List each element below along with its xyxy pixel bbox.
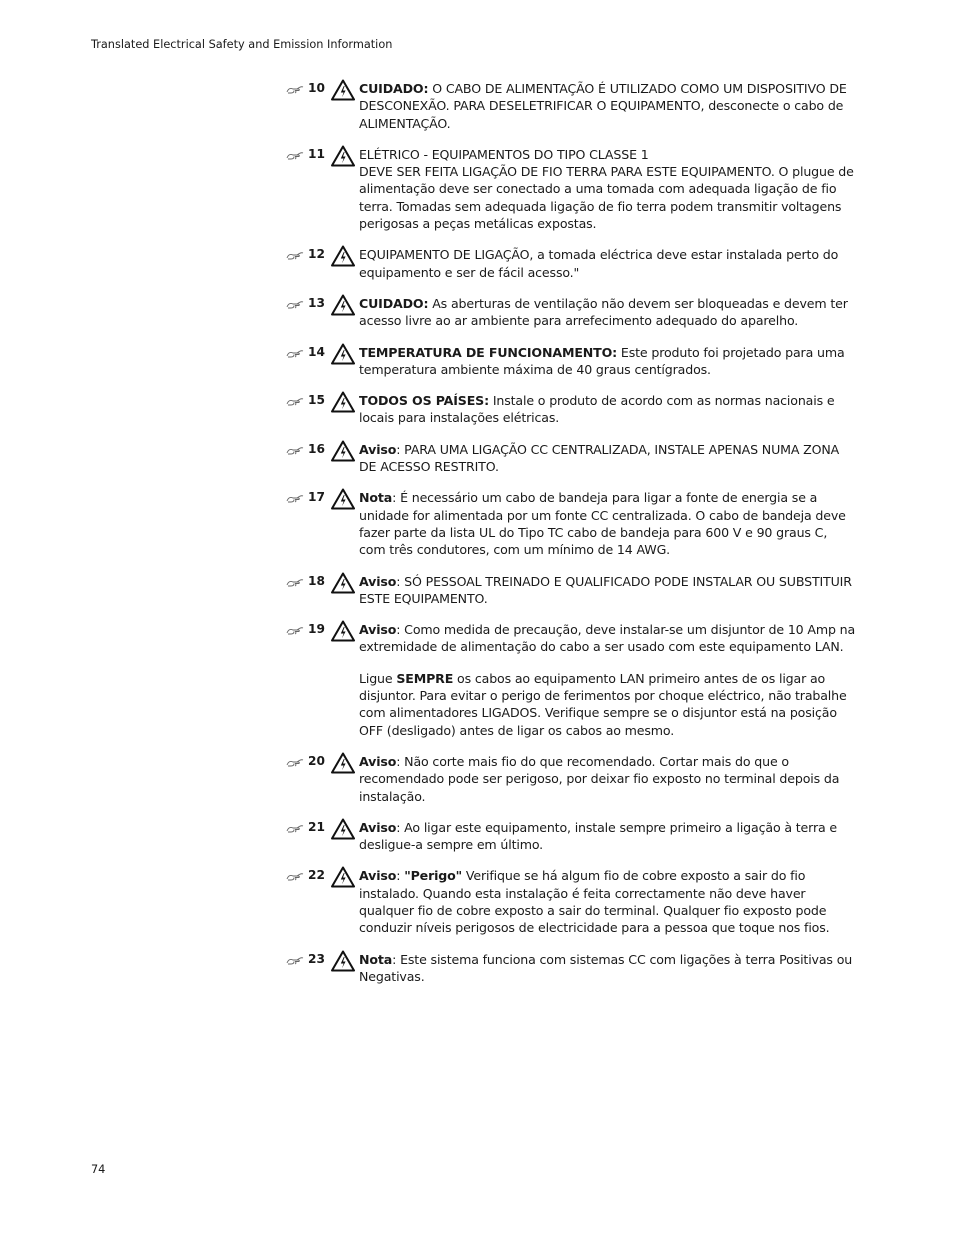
hand-pointer-icon — [286, 951, 308, 968]
item-paragraph — [359, 753, 856, 805]
safety-item — [286, 295, 856, 330]
item-paragraph — [359, 392, 856, 427]
text-segment: : SÓ PESSOAL TREINADO E QUALIFICADO PODE INSTALAR OU SUBSTITUIR ESTE EQUIPAMENTO. — [359, 573, 852, 606]
page-number: 74 — [91, 1163, 106, 1176]
hand-pointer-icon — [286, 80, 308, 97]
bold-text-segment: Nota — [359, 951, 393, 967]
warning-triangle-icon — [331, 391, 359, 413]
page-header-title: Translated Electrical Safety and Emission Information — [91, 38, 393, 51]
item-paragraph — [359, 819, 856, 854]
text-segment: Ligue — [359, 670, 397, 686]
item-paragraph — [359, 867, 856, 936]
item-text — [359, 295, 856, 330]
warning-triangle-icon — [331, 343, 359, 365]
item-number: 23 — [308, 951, 325, 966]
item-paragraph — [359, 573, 856, 608]
warning-triangle-icon — [331, 866, 359, 888]
item-number: 20 — [308, 753, 325, 768]
text-segment: : — [396, 868, 405, 884]
hand-pointer-icon — [286, 146, 308, 163]
item-number: 16 — [308, 441, 325, 456]
item-number: 21 — [308, 819, 325, 834]
item-number: 19 — [308, 622, 325, 637]
warning-triangle-icon — [331, 294, 359, 316]
text-segment: Verifique se há algum fio de cobre exposto a sair do fio instalado. Quando esta instalação é feita correctamente não deve haver qualquer fio de cobre exposto a sair do terminal. Qualquer fio exposto pode conduzir níveis perigosos de electricidade para a pessoa que toque nos fios. — [359, 868, 830, 936]
item-text — [359, 392, 856, 427]
bold-text-segment: "Perigo" — [404, 868, 463, 884]
text-segment: : Não corte mais fio do que recomendado. Cortar mais do que o recomendado pode ser perigoso, por deixar fio exposto no terminal depois da instalação. — [359, 753, 840, 804]
text-segment: os cabos ao equipamento LAN primeiro antes de os ligar ao disjuntor. Para evitar o perigo de ferimentos por choque eléctrico, não trabalhe com alimentadores LIGADOS. Verifique sempre se o disjuntor está na posição OFF (desligado) antes de ligar os cabos ao mesmo. — [359, 670, 847, 738]
safety-item — [286, 621, 856, 739]
text-segment: : Este sistema funciona com sistemas CC com ligações à terra Positivas ou Negativas. — [359, 951, 853, 984]
warning-triangle-icon — [331, 145, 359, 167]
item-paragraph — [359, 441, 856, 476]
item-paragraph — [359, 246, 856, 281]
item-paragraph — [359, 295, 856, 330]
item-text — [359, 951, 856, 986]
hand-pointer-icon — [286, 441, 308, 458]
item-paragraph — [359, 621, 856, 656]
safety-item — [286, 489, 856, 558]
item-paragraph — [359, 344, 856, 379]
item-paragraph — [359, 670, 856, 739]
safety-item — [286, 867, 856, 936]
text-segment: Instale o produto de acordo com as normas nacionais e locais para instalações elétricas. — [359, 393, 835, 426]
item-number: 15 — [308, 393, 325, 408]
safety-item — [286, 246, 856, 281]
bold-text-segment: TODOS OS PAÍSES: — [359, 393, 489, 409]
text-segment: : Ao ligar este equipamento, instale sempre primeiro a ligação à terra e desligue-a sempre em último. — [359, 819, 838, 853]
item-paragraph — [359, 146, 856, 232]
safety-notice-list — [286, 80, 856, 999]
warning-triangle-icon — [331, 245, 359, 267]
bold-text-segment: Aviso — [359, 819, 397, 835]
hand-pointer-icon — [286, 621, 308, 638]
hand-pointer-icon — [286, 819, 308, 836]
item-number: 14 — [308, 344, 325, 359]
item-text — [359, 753, 856, 805]
item-number: 11 — [308, 146, 325, 161]
hand-pointer-icon — [286, 246, 308, 263]
text-segment: : PARA UMA LIGAÇÃO CC CENTRALIZADA, INSTALE APENAS NUMA ZONA DE ACESSO RESTRITO. — [359, 441, 840, 475]
text-segment: O CABO DE ALIMENTAÇÃO É UTILIZADO COMO UM DISPOSITIVO DE DESCONEXÃO. PARA DESELETRIFICAR O EQUIPAMENTO, desconecte o cabo de ALIMENTAÇÃO. — [359, 81, 847, 131]
item-text — [359, 867, 856, 936]
item-paragraph — [359, 951, 856, 986]
hand-pointer-icon — [286, 867, 308, 884]
text-segment: Este produto foi projetado para uma temperatura ambiente máxima de 40 graus centígrados. — [359, 344, 845, 377]
safety-item — [286, 819, 856, 854]
hand-pointer-icon — [286, 295, 308, 312]
warning-triangle-icon — [331, 79, 359, 101]
safety-item — [286, 441, 856, 476]
text-segment: : Como medida de precaução, deve instalar-se um disjuntor de 10 Amp na extremidade de alimentação do cabo a ser usado com este equipamento LAN. — [359, 622, 856, 655]
hand-pointer-icon — [286, 573, 308, 590]
text-segment: EQUIPAMENTO DE LIGAÇÃO, a tomada eléctrica deve estar instalada perto do equipamento e ser de fácil acesso." — [359, 247, 839, 280]
safety-item — [286, 80, 856, 132]
bold-text-segment: Aviso — [359, 441, 397, 457]
warning-triangle-icon — [331, 440, 359, 462]
item-number: 10 — [308, 81, 325, 95]
item-paragraph — [359, 489, 856, 558]
item-number: 18 — [308, 573, 325, 588]
warning-triangle-icon — [331, 572, 359, 594]
bold-text-segment: CUIDADO: — [359, 295, 429, 311]
warning-triangle-icon — [331, 620, 359, 642]
item-text — [359, 344, 856, 379]
item-text — [359, 489, 856, 558]
safety-item — [286, 392, 856, 427]
item-number: 12 — [308, 247, 325, 262]
safety-item — [286, 951, 856, 986]
bold-text-segment: Aviso — [359, 868, 397, 884]
warning-triangle-icon — [331, 488, 359, 510]
item-text — [359, 441, 856, 476]
bold-text-segment: TEMPERATURA DE FUNCIONAMENTO: — [359, 344, 618, 360]
hand-pointer-icon — [286, 753, 308, 770]
warning-triangle-icon — [331, 818, 359, 840]
text-segment: DEVE SER FEITA LIGAÇÃO DE FIO TERRA PARA ESTE EQUIPAMENTO. O plugue de alimentação deve ser conectado a uma tomada com adequada ligação de fio terra. Tomadas sem adequada ligação de fio terra podem transmitir voltagens perigosas a peças metálicas expostas. — [359, 164, 854, 232]
safety-item — [286, 573, 856, 608]
bold-text-segment: Aviso — [359, 622, 397, 638]
item-number: 22 — [308, 868, 325, 883]
safety-item — [286, 344, 856, 379]
item-text — [359, 80, 856, 132]
text-segment: ELÉTRICO - EQUIPAMENTOS DO TIPO CLASSE 1 — [359, 146, 649, 162]
warning-triangle-icon — [331, 752, 359, 774]
text-segment: : É necessário um cabo de bandeja para ligar a fonte de energia se a unidade for alimentada por um fonte CC centralizada. O cabo de bandeja deve fazer parte da lista UL do Tipo TC cabo de bandeja para 600 V e 90 graus C, com três condutores, com um mínimo de 14 AWG. — [359, 490, 846, 558]
item-number: 17 — [308, 490, 325, 505]
text-segment: As aberturas de ventilação não devem ser bloqueadas e devem ter acesso livre ao ar ambiente para arrefecimento adequado do aparelho. — [359, 295, 848, 329]
bold-text-segment: SEMPRE — [396, 670, 454, 686]
item-paragraph — [359, 80, 856, 132]
bold-text-segment: Aviso — [359, 573, 397, 589]
bold-text-segment: Nota — [359, 490, 393, 506]
item-text — [359, 819, 856, 854]
item-number: 13 — [308, 295, 325, 310]
safety-item — [286, 146, 856, 232]
item-text — [359, 246, 856, 281]
safety-item — [286, 753, 856, 805]
bold-text-segment: Aviso — [359, 753, 397, 769]
hand-pointer-icon — [286, 392, 308, 409]
warning-triangle-icon — [331, 950, 359, 972]
hand-pointer-icon — [286, 489, 308, 506]
bold-text-segment: CUIDADO: — [359, 81, 429, 96]
hand-pointer-icon — [286, 344, 308, 361]
item-text — [359, 146, 856, 232]
item-text — [359, 621, 856, 739]
item-text — [359, 573, 856, 608]
